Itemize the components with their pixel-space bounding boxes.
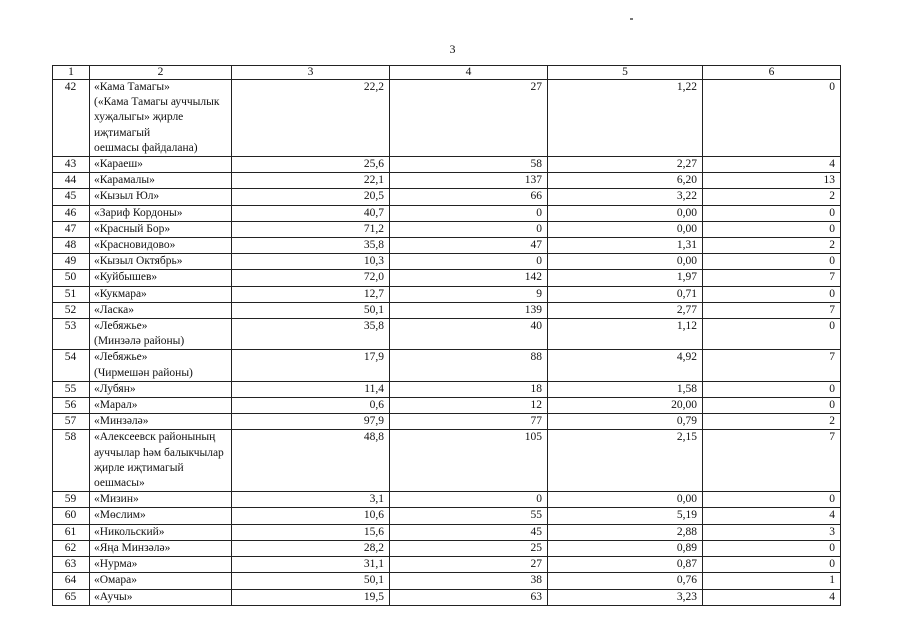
territory-name-line: «Нурма»: [94, 558, 138, 571]
table-row: [53, 589, 841, 605]
territory-name: [90, 80, 232, 157]
column-3-value: 17,9: [232, 350, 390, 381]
column-6-value: 0: [703, 557, 841, 573]
column-3-value: 22,2: [232, 80, 390, 157]
column-5-value: 1,58: [548, 381, 703, 397]
row-number: 46: [53, 205, 90, 221]
table-row: [53, 350, 841, 381]
row-number: 44: [53, 173, 90, 189]
column-6-value: 0: [703, 80, 841, 157]
column-6-value: 7: [703, 302, 841, 318]
column-3-value: 48,8: [232, 430, 390, 492]
territory-name: [90, 157, 232, 173]
column-5-value: 20,00: [548, 398, 703, 414]
row-number: 64: [53, 573, 90, 589]
page-number: 3: [449, 42, 456, 56]
row-number: 48: [53, 238, 90, 254]
column-5-value: 2,27: [548, 157, 703, 173]
territory-name-line: (Минзәлә районы): [94, 335, 185, 348]
column-3-value: 97,9: [232, 414, 390, 430]
territory-name: [90, 524, 232, 540]
row-number: 57: [53, 414, 90, 430]
row-number: 56: [53, 398, 90, 414]
table-row: [53, 286, 841, 302]
territory-name: [90, 319, 232, 350]
territory-name-line: «Никольский»: [94, 525, 165, 538]
column-5-value: 1,22: [548, 80, 703, 157]
table-row: [53, 302, 841, 318]
column-4-value: 27: [390, 557, 548, 573]
row-number: 63: [53, 557, 90, 573]
column-3-value: 11,4: [232, 381, 390, 397]
territory-name-line: иҗтимагый: [94, 126, 151, 139]
territory-name-line: «Зариф Кордоны»: [94, 206, 183, 219]
column-3-value: 10,6: [232, 508, 390, 524]
table-row: [53, 398, 841, 414]
column-5-value: 6,20: [548, 173, 703, 189]
scan-speck: [630, 18, 633, 20]
column-5-value: 0,00: [548, 221, 703, 237]
column-6-value: 13: [703, 173, 841, 189]
territory-name-line: «Красный Бор»: [94, 222, 171, 235]
column-header-1: 1: [53, 66, 90, 80]
territory-name: [90, 254, 232, 270]
column-3-value: 12,7: [232, 286, 390, 302]
column-6-value: 4: [703, 157, 841, 173]
territory-name-line: «Омара»: [94, 574, 137, 587]
column-header-2: 2: [90, 66, 232, 80]
table-row: [53, 221, 841, 237]
territory-name-line: «Кукмара»: [94, 287, 147, 300]
territory-name-line: «Кызыл Юл»: [94, 190, 160, 203]
territory-name-line: «Мөслим»: [94, 509, 146, 522]
territory-name: [90, 205, 232, 221]
territory-name-line: «Ласка»: [94, 303, 135, 316]
table-row: [53, 573, 841, 589]
row-number: 52: [53, 302, 90, 318]
column-5-value: 0,87: [548, 557, 703, 573]
column-header-5: 5: [548, 66, 703, 80]
column-6-value: 7: [703, 430, 841, 492]
column-5-value: 0,79: [548, 414, 703, 430]
column-5-value: 2,15: [548, 430, 703, 492]
column-3-value: 50,1: [232, 302, 390, 318]
column-3-value: 19,5: [232, 589, 390, 605]
column-4-value: 66: [390, 189, 548, 205]
row-number: 47: [53, 221, 90, 237]
row-number: 62: [53, 540, 90, 556]
column-3-value: 3,1: [232, 492, 390, 508]
column-6-value: 0: [703, 492, 841, 508]
row-number: 55: [53, 381, 90, 397]
column-6-value: 0: [703, 540, 841, 556]
hunting-grounds-table: [52, 65, 841, 606]
column-4-value: 27: [390, 80, 548, 157]
column-3-value: 25,6: [232, 157, 390, 173]
table-row: [53, 381, 841, 397]
territory-name: [90, 398, 232, 414]
territory-name-line: «Карамалы»: [94, 174, 155, 187]
row-number: 49: [53, 254, 90, 270]
column-6-value: 2: [703, 238, 841, 254]
territory-name-line: «Алексеевск районының: [94, 431, 216, 444]
territory-name: [90, 238, 232, 254]
column-6-value: 2: [703, 189, 841, 205]
column-4-value: 63: [390, 589, 548, 605]
table-row: [53, 173, 841, 189]
territory-name-line: (Чирмешән районы): [94, 366, 193, 379]
table-row: [53, 270, 841, 286]
territory-name: [90, 173, 232, 189]
column-4-value: 40: [390, 319, 548, 350]
column-4-value: 38: [390, 573, 548, 589]
territory-name-line: «Аучы»: [94, 590, 133, 603]
column-3-value: 35,8: [232, 238, 390, 254]
column-4-value: 0: [390, 492, 548, 508]
table-row: [53, 205, 841, 221]
column-5-value: 5,19: [548, 508, 703, 524]
table-row: [53, 557, 841, 573]
column-6-value: 2: [703, 414, 841, 430]
column-5-value: 0,00: [548, 205, 703, 221]
column-header-3: 3: [232, 66, 390, 80]
territory-name: [90, 508, 232, 524]
table-row: [53, 524, 841, 540]
column-5-value: 0,00: [548, 254, 703, 270]
column-4-value: 55: [390, 508, 548, 524]
column-4-value: 139: [390, 302, 548, 318]
column-6-value: 4: [703, 589, 841, 605]
column-3-value: 40,7: [232, 205, 390, 221]
territory-name: [90, 189, 232, 205]
table-row: [53, 319, 841, 350]
column-6-value: 7: [703, 270, 841, 286]
column-header-4: 4: [390, 66, 548, 80]
column-5-value: 2,88: [548, 524, 703, 540]
territory-name: [90, 492, 232, 508]
row-number: 61: [53, 524, 90, 540]
territory-name-line: «Красновидово»: [94, 239, 176, 252]
column-4-value: 47: [390, 238, 548, 254]
column-4-value: 58: [390, 157, 548, 173]
territory-name: [90, 221, 232, 237]
territory-name-line: («Кама Тамагы ауччылык: [94, 96, 220, 109]
territory-name-line: оешмасы»: [94, 477, 145, 490]
column-5-value: 0,89: [548, 540, 703, 556]
territory-name-line: «Лубян»: [94, 382, 136, 395]
table-row: [53, 492, 841, 508]
table-row: [53, 189, 841, 205]
territory-name: [90, 414, 232, 430]
table-row: [53, 80, 841, 157]
column-3-value: 31,1: [232, 557, 390, 573]
column-4-value: 25: [390, 540, 548, 556]
column-3-value: 71,2: [232, 221, 390, 237]
column-header-row: [53, 66, 841, 80]
table-row: [53, 414, 841, 430]
territory-name-line: ауччылар һәм балыкчылар: [94, 446, 224, 459]
row-number: 51: [53, 286, 90, 302]
column-4-value: 0: [390, 205, 548, 221]
column-4-value: 105: [390, 430, 548, 492]
column-6-value: 1: [703, 573, 841, 589]
territory-name: [90, 270, 232, 286]
column-5-value: 3,22: [548, 189, 703, 205]
row-number: 42: [53, 80, 90, 157]
column-6-value: 0: [703, 381, 841, 397]
row-number: 43: [53, 157, 90, 173]
column-6-value: 0: [703, 286, 841, 302]
row-number: 53: [53, 319, 90, 350]
row-number: 65: [53, 589, 90, 605]
column-5-value: 1,12: [548, 319, 703, 350]
territory-name-line: җирле иҗтимагый: [94, 461, 184, 474]
column-4-value: 142: [390, 270, 548, 286]
column-4-value: 12: [390, 398, 548, 414]
territory-name-line: «Лебяжье»: [94, 351, 148, 364]
row-number: 45: [53, 189, 90, 205]
territory-name: [90, 540, 232, 556]
column-4-value: 77: [390, 414, 548, 430]
column-3-value: 50,1: [232, 573, 390, 589]
row-number: 50: [53, 270, 90, 286]
territory-name: [90, 286, 232, 302]
column-6-value: 4: [703, 508, 841, 524]
territory-name-line: «Мизин»: [94, 493, 139, 506]
table-row: [53, 254, 841, 270]
column-4-value: 137: [390, 173, 548, 189]
column-6-value: 0: [703, 221, 841, 237]
column-4-value: 0: [390, 221, 548, 237]
column-5-value: 1,31: [548, 238, 703, 254]
column-header-6: 6: [703, 66, 841, 80]
territory-name-line: оешмасы файдалана): [94, 141, 198, 154]
column-3-value: 15,6: [232, 524, 390, 540]
row-number: 58: [53, 430, 90, 492]
territory-name-line: «Минзәлә»: [94, 415, 149, 428]
column-6-value: 0: [703, 205, 841, 221]
territory-name: [90, 589, 232, 605]
territory-name-line: «Марал»: [94, 399, 138, 412]
territory-name-line: «Яңа Минзәлә»: [94, 541, 171, 554]
table-body: [53, 80, 841, 606]
column-6-value: 0: [703, 319, 841, 350]
column-3-value: 0,6: [232, 398, 390, 414]
territory-name-line: «Кама Тамагы»: [94, 81, 170, 93]
territory-name: [90, 573, 232, 589]
territory-name: [90, 350, 232, 381]
column-3-value: 10,3: [232, 254, 390, 270]
row-number: 54: [53, 350, 90, 381]
territory-name: [90, 557, 232, 573]
column-3-value: 28,2: [232, 540, 390, 556]
column-4-value: 45: [390, 524, 548, 540]
column-4-value: 88: [390, 350, 548, 381]
column-4-value: 18: [390, 381, 548, 397]
column-5-value: 3,23: [548, 589, 703, 605]
column-5-value: 2,77: [548, 302, 703, 318]
territory-name-line: «Куйбышев»: [94, 271, 158, 284]
table-row: [53, 238, 841, 254]
column-6-value: 0: [703, 254, 841, 270]
column-5-value: 4,92: [548, 350, 703, 381]
column-5-value: 0,71: [548, 286, 703, 302]
column-3-value: 22,1: [232, 173, 390, 189]
territory-name: [90, 302, 232, 318]
table-row: [53, 540, 841, 556]
column-6-value: 7: [703, 350, 841, 381]
table-row: [53, 430, 841, 492]
column-5-value: 0,00: [548, 492, 703, 508]
column-4-value: 9: [390, 286, 548, 302]
territory-name-line: хуҗалыгы» җирле: [94, 111, 184, 124]
column-5-value: 1,97: [548, 270, 703, 286]
column-5-value: 0,76: [548, 573, 703, 589]
table-row: [53, 508, 841, 524]
row-number: 60: [53, 508, 90, 524]
column-3-value: 72,0: [232, 270, 390, 286]
territory-name: [90, 381, 232, 397]
column-3-value: 20,5: [232, 189, 390, 205]
territory-name: [90, 430, 232, 492]
column-6-value: 3: [703, 524, 841, 540]
territory-name-line: «Лебяжье»: [94, 320, 148, 333]
territory-name-line: «Караеш»: [94, 158, 143, 171]
table-row: [53, 157, 841, 173]
row-number: 59: [53, 492, 90, 508]
column-6-value: 0: [703, 398, 841, 414]
territory-name-line: «Кызыл Октябрь»: [94, 255, 183, 268]
column-3-value: 35,8: [232, 319, 390, 350]
column-4-value: 0: [390, 254, 548, 270]
